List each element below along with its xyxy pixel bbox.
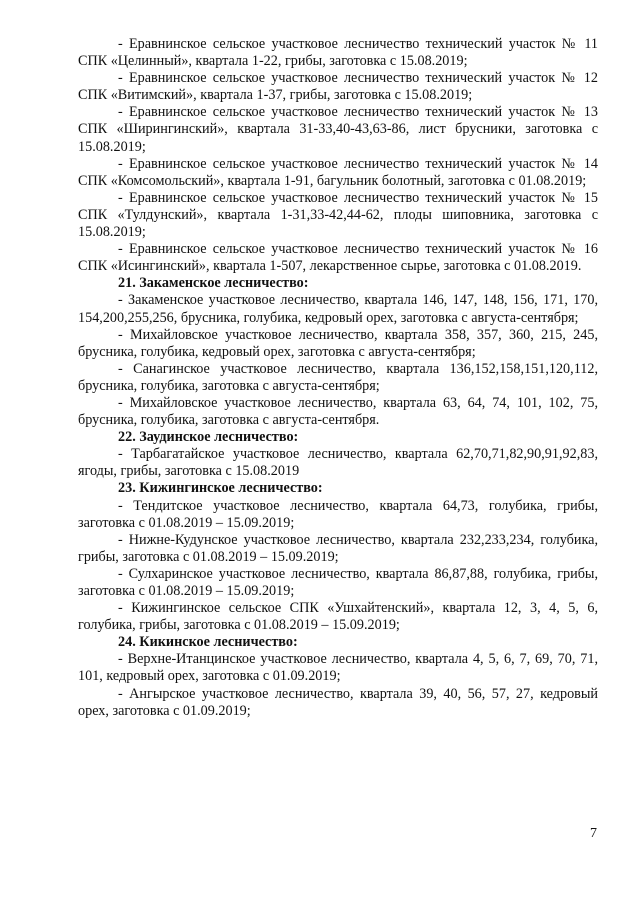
list-item: - Еравнинское сельское участковое лесничество технический участок № 12 СПК «Витимский», квартала 1-37, грибы, заготовка с 15.08.2019; — [78, 70, 598, 104]
list-item: - Санагинское участковое лесничество, квартала 136,152,158,151,120,112, брусника, голубика, заготовка с августа-сентября; — [78, 360, 598, 394]
page-number: 7 — [590, 826, 597, 841]
list-item: - Еравнинское сельское участковое лесничество технический участок № 13 СПК «Ширингинский», квартала 31-33,40-43,63-86, лист брусники, заготовка с 15.08.2019; — [78, 104, 598, 155]
list-item: - Кижингинское сельское СПК «Ушхайтенский», квартала 12, 3, 4, 5, 6, голубика, грибы, заготовка с 01.08.2019 – 15.09.2019; — [78, 600, 598, 634]
list-item: - Михайловское участковое лесничество, квартала 358, 357, 360, 215, 245, брусника, голубика, кедровый орех, заготовка с августа-сентября; — [78, 326, 598, 360]
list-item: - Тарбагатайское участковое лесничество, квартала 62,70,71,82,90,91,92,83, ягоды, грибы, заготовка с 15.08.2019 — [78, 446, 598, 480]
list-item: - Закаменское участковое лесничество, квартала 146, 147, 148, 156, 171, 170, 154,200,255,256, брусника, голубика, кедровый орех, заготовка с августа-сентября; — [78, 292, 598, 326]
section-heading: 21. Закаменское лесничество: — [118, 275, 309, 292]
list-item: - Сулхаринское участковое лесничество, квартала 86,87,88, голубика, грибы, заготовка с 01.08.2019 – 15.09.2019; — [78, 565, 598, 599]
list-item: - Еравнинское сельское участковое лесничество технический участок № 14 СПК «Комсомольский», квартала 1-91, багульник болотный, заготовка с 01.08.2019; — [78, 155, 598, 189]
list-item: - Еравнинское сельское участковое лесничество технический участок № 15 СПК «Тулдунский», квартала 1-31,33-42,44-62, плоды шиповника, заготовка с 15.08.2019; — [78, 189, 598, 241]
list-item: - Тендитское участковое лесничество, квартала 64,73, голубика, грибы, заготовка с 01.08.2019 – 15.09.2019; — [78, 497, 598, 531]
list-item: - Еравнинское сельское участковое лесничество технический участок № 11 СПК «Целинный», квартала 1-22, грибы, заготовка с 15.08.2019; — [78, 36, 598, 70]
section-heading: 23. Кижингинское лесничество: — [118, 480, 323, 497]
section-heading: 22. Заудинское лесничество: — [118, 429, 299, 446]
list-item: - Ангырское участковое лесничество, квартала 39, 40, 56, 57, 27, кедровый орех, заготовка с 01.09.2019; — [78, 685, 598, 719]
list-item: - Михайловское участковое лесничество, квартала 63, 64, 74, 101, 102, 75, брусника, голубика, заготовка с августа-сентября. — [78, 394, 598, 429]
list-item: - Верхне-Итанцинское участковое лесничество, квартала 4, 5, 6, 7, 69, 70, 71, 101, кедровый орех, заготовка с 01.09.2019; — [78, 651, 598, 685]
section-heading: 24. Кикинское лесничество: — [118, 634, 298, 651]
document-body — [78, 36, 598, 720]
list-item: - Еравнинское сельское участковое лесничество технический участок № 16 СПК «Исингинский», квартала 1-507, лекарственное сырье, заготовка с 01.08.2019. — [78, 241, 598, 275]
list-item: - Нижне-Кудунское участковое лесничество, квартала 232,233,234, голубика, грибы, заготовка с 01.08.2019 – 15.09.2019; — [78, 531, 598, 565]
